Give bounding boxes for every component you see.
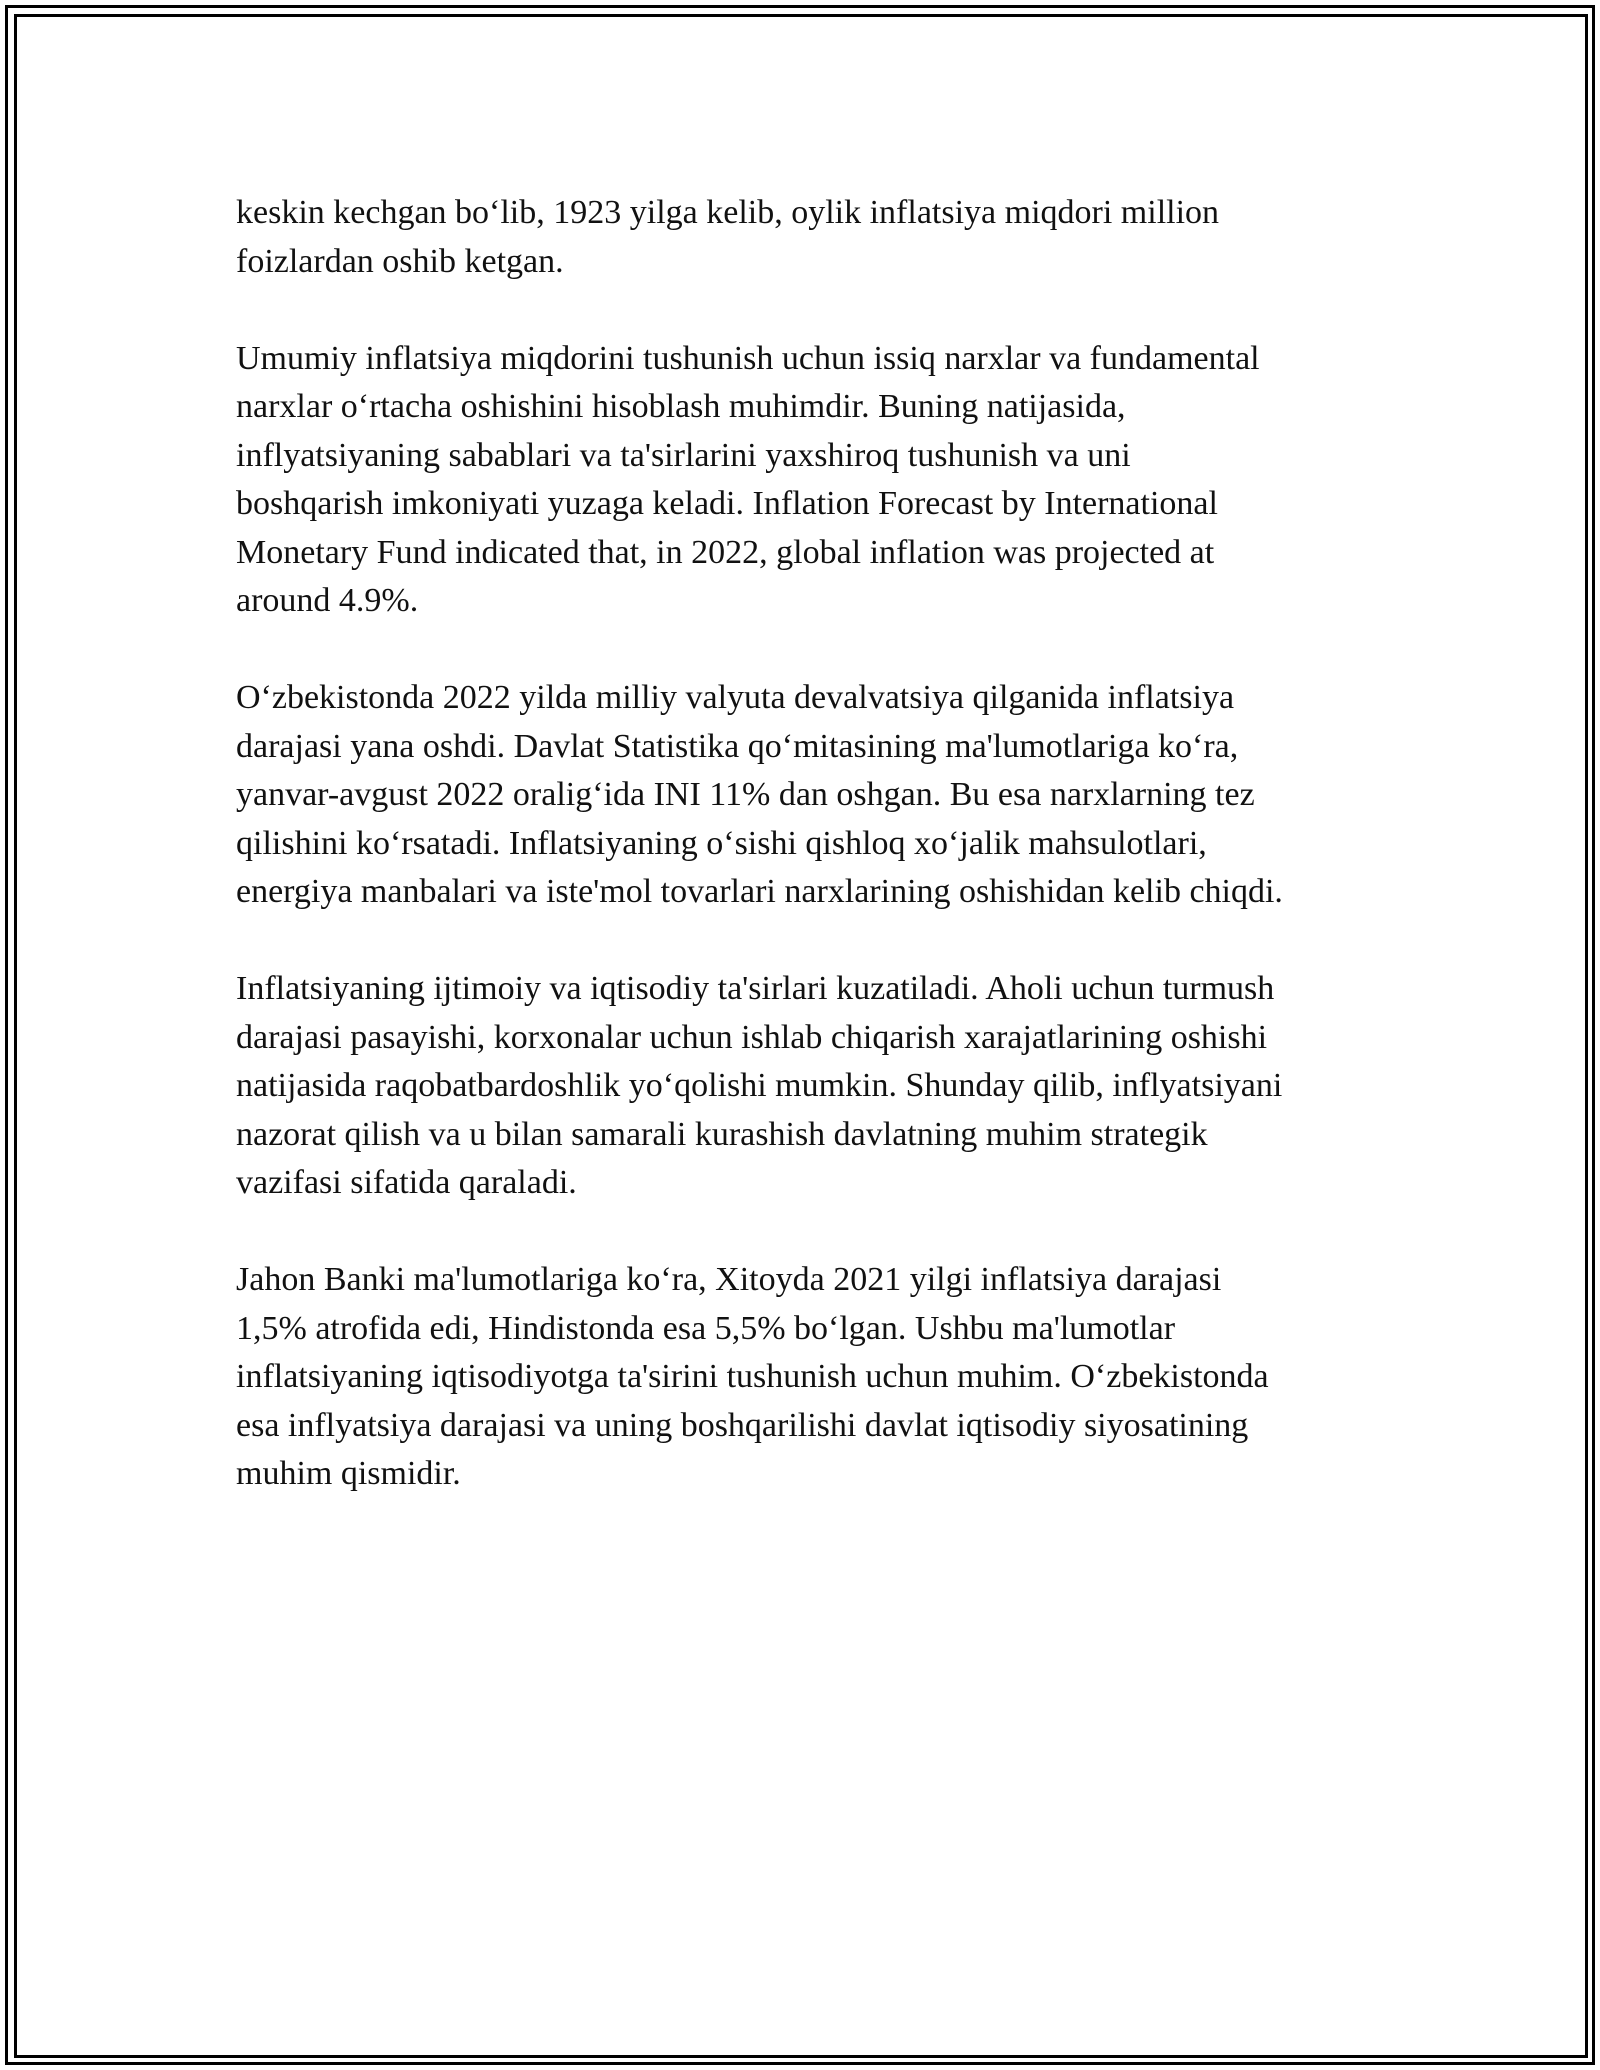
paragraph-uzbekistan-2022: O‘zbekistonda 2022 yilda milliy valyuta devalvatsiya qilganida inflatsiya darajasi yana oshdi. Davlat Statistika qo‘mitasining ma'lumotlariga ko‘ra, yanvar-avgust 2022 oralig‘ida INI 11% dan oshgan. Bu esa narxlarning tez qilishini ko‘rsatadi. Inflatsiyaning o‘sishi qishloq xo‘jalik mahsulotlari, energiya manbalari va iste'mol tovarlari narxlarining oshishidan kelib chiqdi. <box>236 679 1283 910</box>
paragraph-hyperinflation-history: keskin kechgan bo‘lib, 1923 yilga kelib, oylik inflatsiya miqdori million foizlardan oshib ketgan. <box>236 194 1220 280</box>
paragraph-social-economic-effects: Inflatsiyaning ijtimoiy va iqtisodiy ta'sirlari kuzatiladi. Aholi uchun turmush darajasi pasayishi, korxonalar uchun ishlab chiqarish xarajatlarining oshishi natijasida raqobatbardoshlik yo‘qolishi mumkin. Shunday qilib, inflyatsiyani nazorat qilish va u bilan samarali kurashish davlatning muhim strategik vazifasi sifatida qaraladi. <box>236 970 1283 1201</box>
paragraph-world-bank-comparison: Jahon Banki ma'lumotlariga ko‘ra, Xitoyda 2021 yilgi inflatsiya darajasi 1,5% atrofida edi, Hindistonda esa 5,5% bo‘lgan. Ushbu ma'lumotlar inflatsiyaning iqtisodiyotga ta'sirini tushunish uchun muhim. O‘zbekistonda esa inflyatsiya darajasi va uning boshqarilishi davlat iqtisodiy siyosatining muhim qismidir. <box>236 1261 1269 1492</box>
paragraph-inflation-measurement: Umumiy inflatsiya miqdorini tushunish uchun issiq narxlar va fundamental narxlar o‘rtacha oshishini hisoblash muhimdir. Buning natijasida, inflyatsiyaning sabablari va ta'sirlarini yaxshiroq tushunish va uni boshqarish imkoniyati yuzaga keladi. Inflation Forecast by International Monetary Fund indicated that, in 2022, global inflation was projected at around 4.9%. <box>236 339 1260 619</box>
document-body <box>236 189 1376 1547</box>
